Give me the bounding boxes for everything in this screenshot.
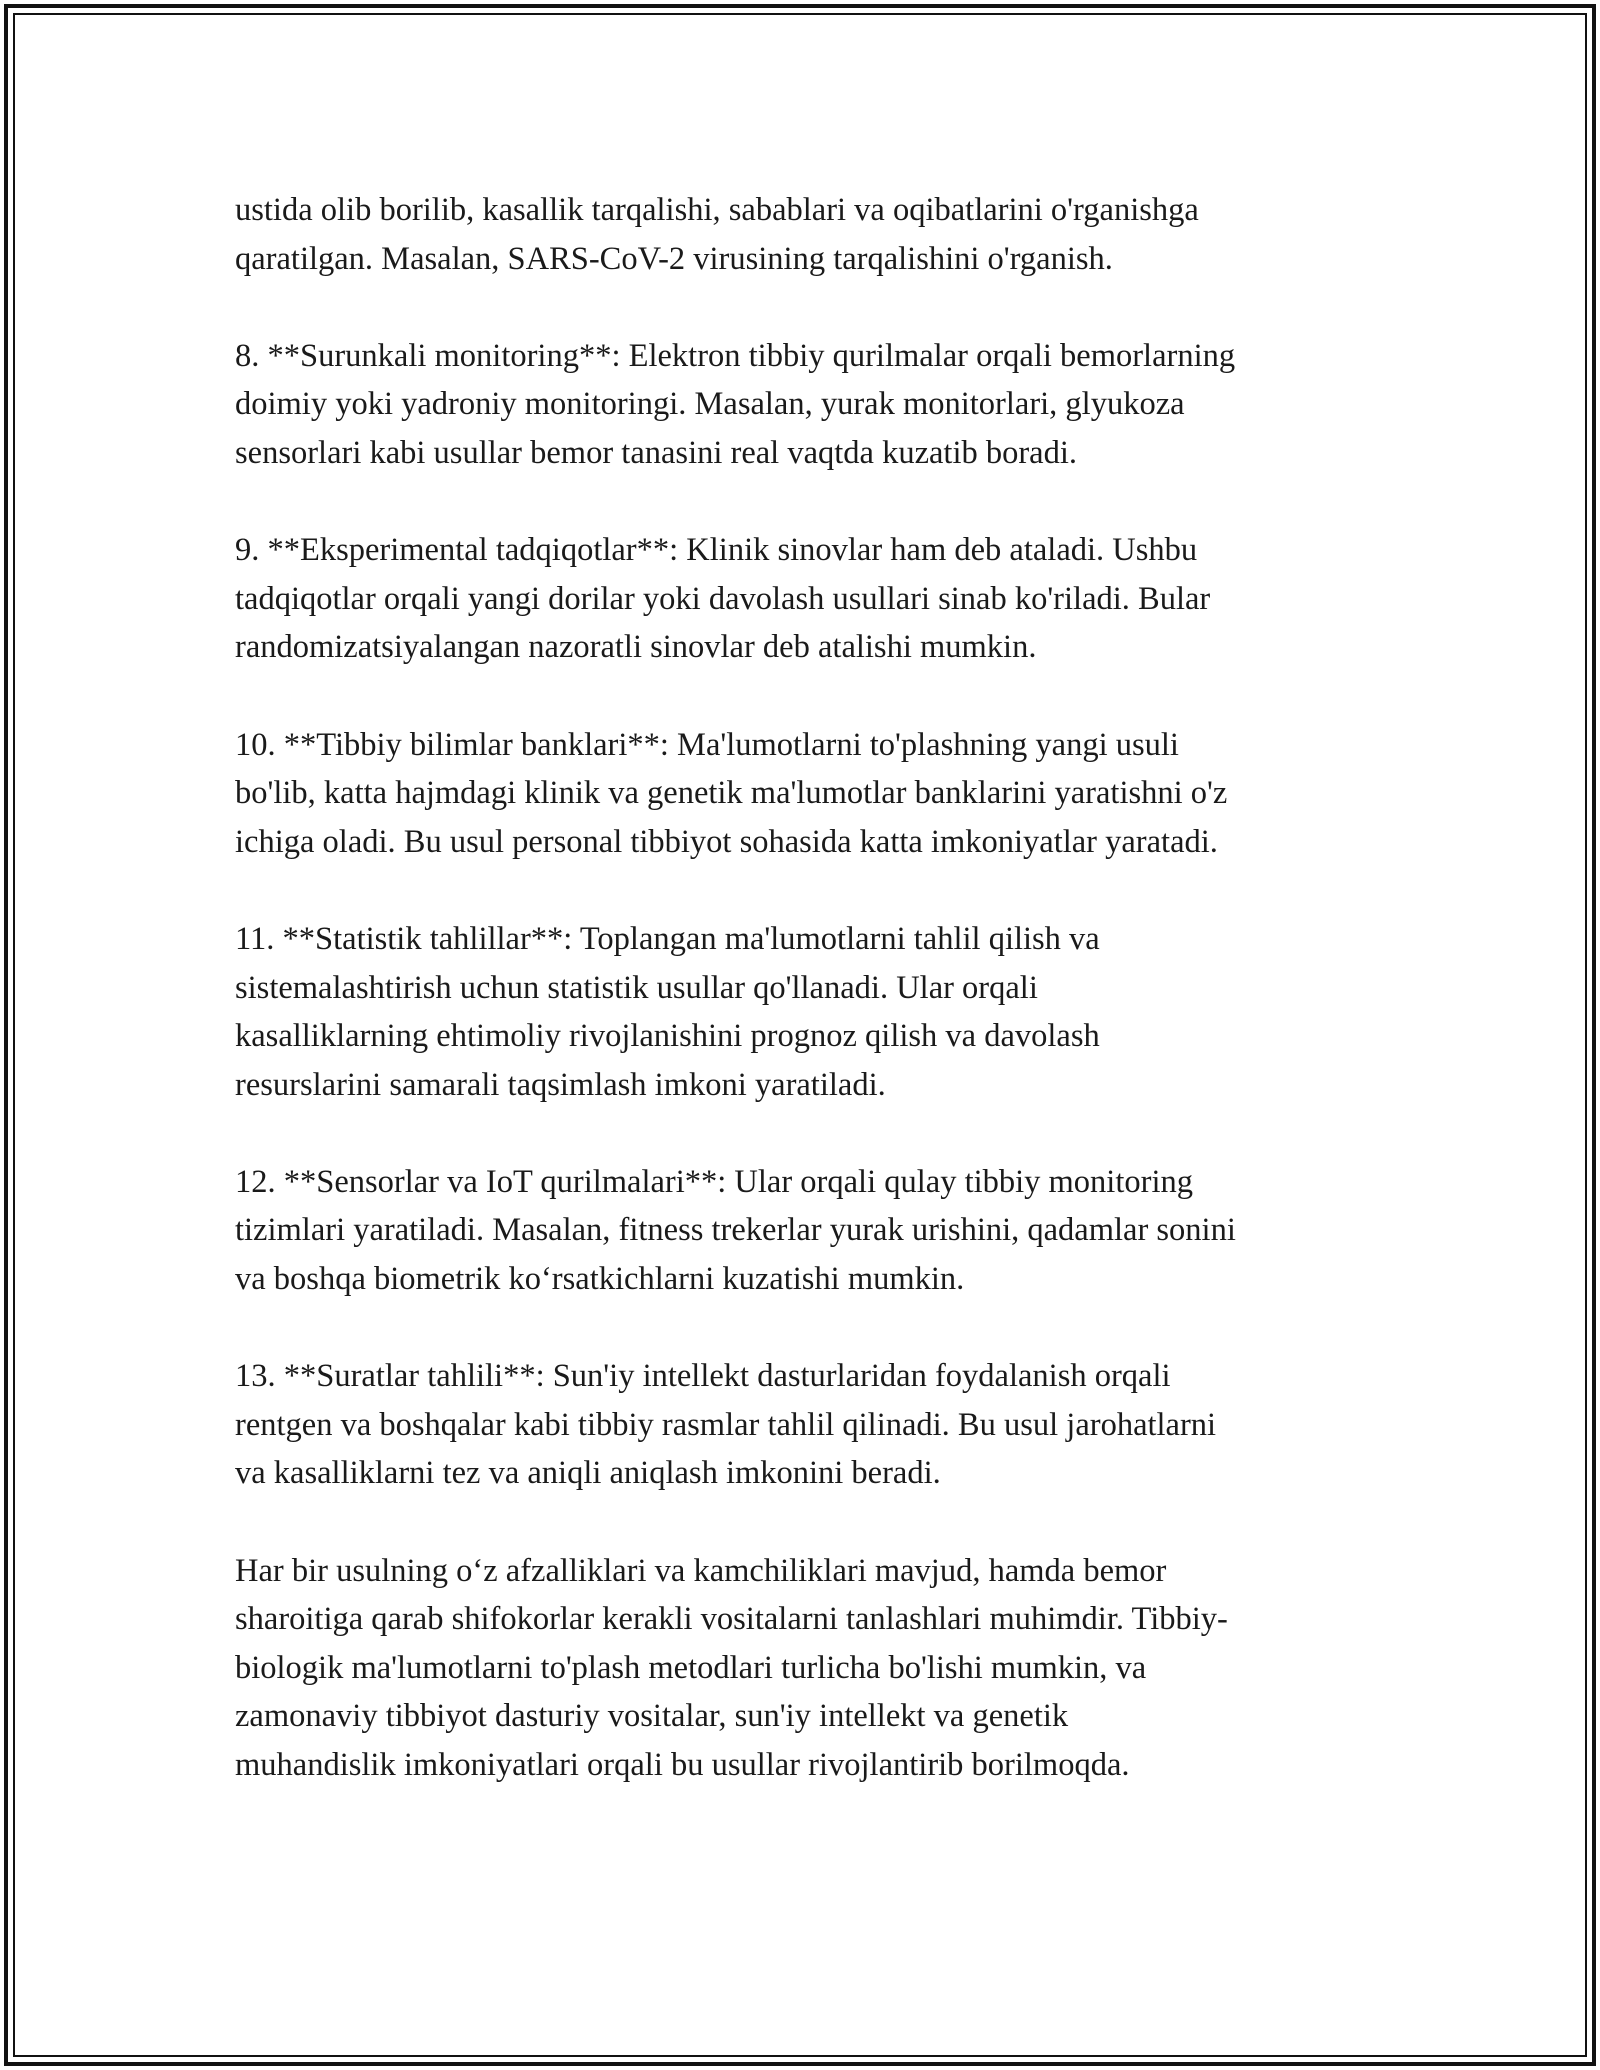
paragraph-item-12: 12. **Sensorlar va IoT qurilmalari**: Ular orqali qulay tibbiy monitoring tizimlari yaratiladi. Masalan, fitness trekerlar yurak urishini, qadamlar sonini va boshqa biometrik ko‘rsatkichlarni kuzatishi mumkin. (235, 1163, 1236, 1298)
paragraph-item-11: 11. **Statistik tahlillar**: Toplangan ma'lumotlarni tahlil qilish va sistemalashtirish uchun statistik usullar qo'llanadi. Ular orqali kasalliklarning ehtimoliy rivojlanishini prognoz qilish va davolash resurslarini samarali taqsimlash imkoni yaratiladi. (235, 920, 1100, 1103)
paragraph-item-9: 9. **Eksperimental tadqiqotlar**: Klinik sinovlar ham deb ataladi. Ushbu tadqiqotlar orqali yangi dorilar yoki davolash usullari sinab ko'riladi. Bular randomizatsiyalangan nazoratli sinovlar deb atalishi mumkin. (235, 532, 1211, 666)
paragraph-item-10: 10. **Tibbiy bilimlar banklari**: Ma'lumotlarni to'plashning yangi usuli bo'lib, katta hajmdagi klinik va genetik ma'lumotlar banklarini yaratishni o'z ichiga oladi. Bu usul personal tibbiyot sohasida katta imkoniyatlar yaratadi. (235, 726, 1228, 860)
document-body (235, 186, 1385, 1838)
paragraph-item-13: 13. **Suratlar tahlili**: Sun'iy intellekt dasturlaridan foydalanish orqali rentgen va boshqalar kabi tibbiy rasmlar tahlil qilinadi. Bu usul jarohatlarni va kasalliklarni tez va aniqli aniqlash imkonini beradi. (235, 1358, 1217, 1492)
paragraph-conclusion: Har bir usulning o‘z afzalliklari va kamchiliklari mavjud, hamda bemor sharoitiga qarab shifokorlar kerakli vositalarni tanlashlari muhimdir. Tibbiy- biologik ma'lumotlarni to'plash metodlari turlicha bo'lishi mumkin, va zamonaviy tibbiyot dasturiy vositalar, sun'iy intellekt va genetik muhandislik imkoniyatlari orqali bu usullar rivojlantirib borilmoqda. (235, 1552, 1228, 1783)
paragraph-epidemiology-continuation: ustida olib borilib, kasallik tarqalishi, sabablari va oqibatlarini o'rganishga qaratilgan. Masalan, SARS-CoV-2 virusining tarqalishini o'rganish. (235, 192, 1199, 277)
paragraph-item-8: 8. **Surunkali monitoring**: Elektron tibbiy qurilmalar orqali bemorlarning doimiy yoki yadroniy monitoringi. Masalan, yurak monitorlari, glyukoza sensorlari kabi usullar bemor tanasini real vaqtda kuzatib boradi. (235, 337, 1236, 471)
